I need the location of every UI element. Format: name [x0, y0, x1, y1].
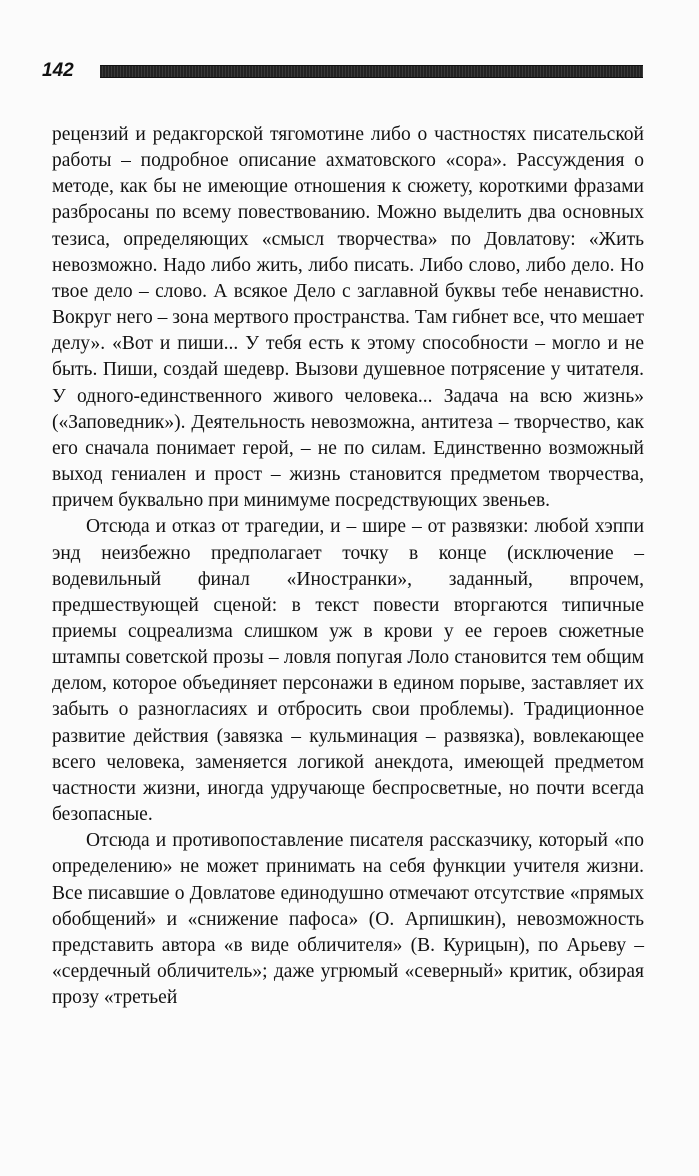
body-text	[52, 122, 644, 1011]
paragraph-3: Отсюда и противопоставление писателя рассказчику, который «по определению» не может принимать на себя функции учителя жизни. Все писавшие о Довлатове единодушно отмечают отсутствие «прямых обобщений» и «снижение пафоса» (О. Арпишкин), невозможность представить автора «в виде обличителя» (В. Курицын), по Арьеву – «сердечный обличитель»; даже угрюмый «северный» критик, обзирая прозу «третьей	[52, 830, 644, 1009]
page-header	[42, 60, 642, 84]
paragraph-2: Отсюда и отказ от трагедии, и – шире – от развязки: любой хэппи энд неизбежно предполагает точку в конце (исключение – водевильный финал «Иностранки», заданный, впрочем, предшествующей сценой: в текст повести вторгаются типичные приемы соцреализма слишком уж в крови у ее героев сюжетные штампы советской прозы – ловля попугая Лоло становится тем общим делом, которое объединяет персонажи в едином порыве, заставляет их забыть о разногласиях и отбросить свои проблемы). Традиционное развитие действия (завязка – кульминация – развязка), вовлекающее всего человека, заменяется логикой анекдота, имеющей предметом частности жизни, иногда удручающе беспросветные, но почти всегда безопасные.	[52, 516, 644, 826]
page-number: 142	[42, 60, 74, 81]
header-rule	[100, 65, 643, 78]
paragraph-1: рецензий и редакгорской тягомотине либо о частностях писательской работы – подробное описание ахматовского «сора». Рассуждения о методе, как бы не имеющие отношения к сюжету, короткими фразами разбросаны по всему повествованию. Можно выделить два основных тезиса, определяющих «смысл творчества» по Довлатову: «Жить невозможно. Надо либо жить, либо писать. Либо слово, либо дело. Но твое дело – слово. А всякое Дело с заглавной буквы тебе ненавистно. Вокруг него – зона мертвого пространства. Там гибнет все, что мешает делу». «Вот и пиши... У тебя есть к этому способности – могло и не быть. Пиши, создай шедевр. Вызови душевное потрясение у читателя. У одного-единственного живого человека... Задача на всю жизнь» («Заповедник»). Деятельность невозможна, антитеза – творчество, как его сначала понимает герой, – не по силам. Единственно возможный выход гениален и прост – жизнь становится предметом творчества, причем буквально при минимуме посредствующих звеньев.	[52, 124, 644, 512]
